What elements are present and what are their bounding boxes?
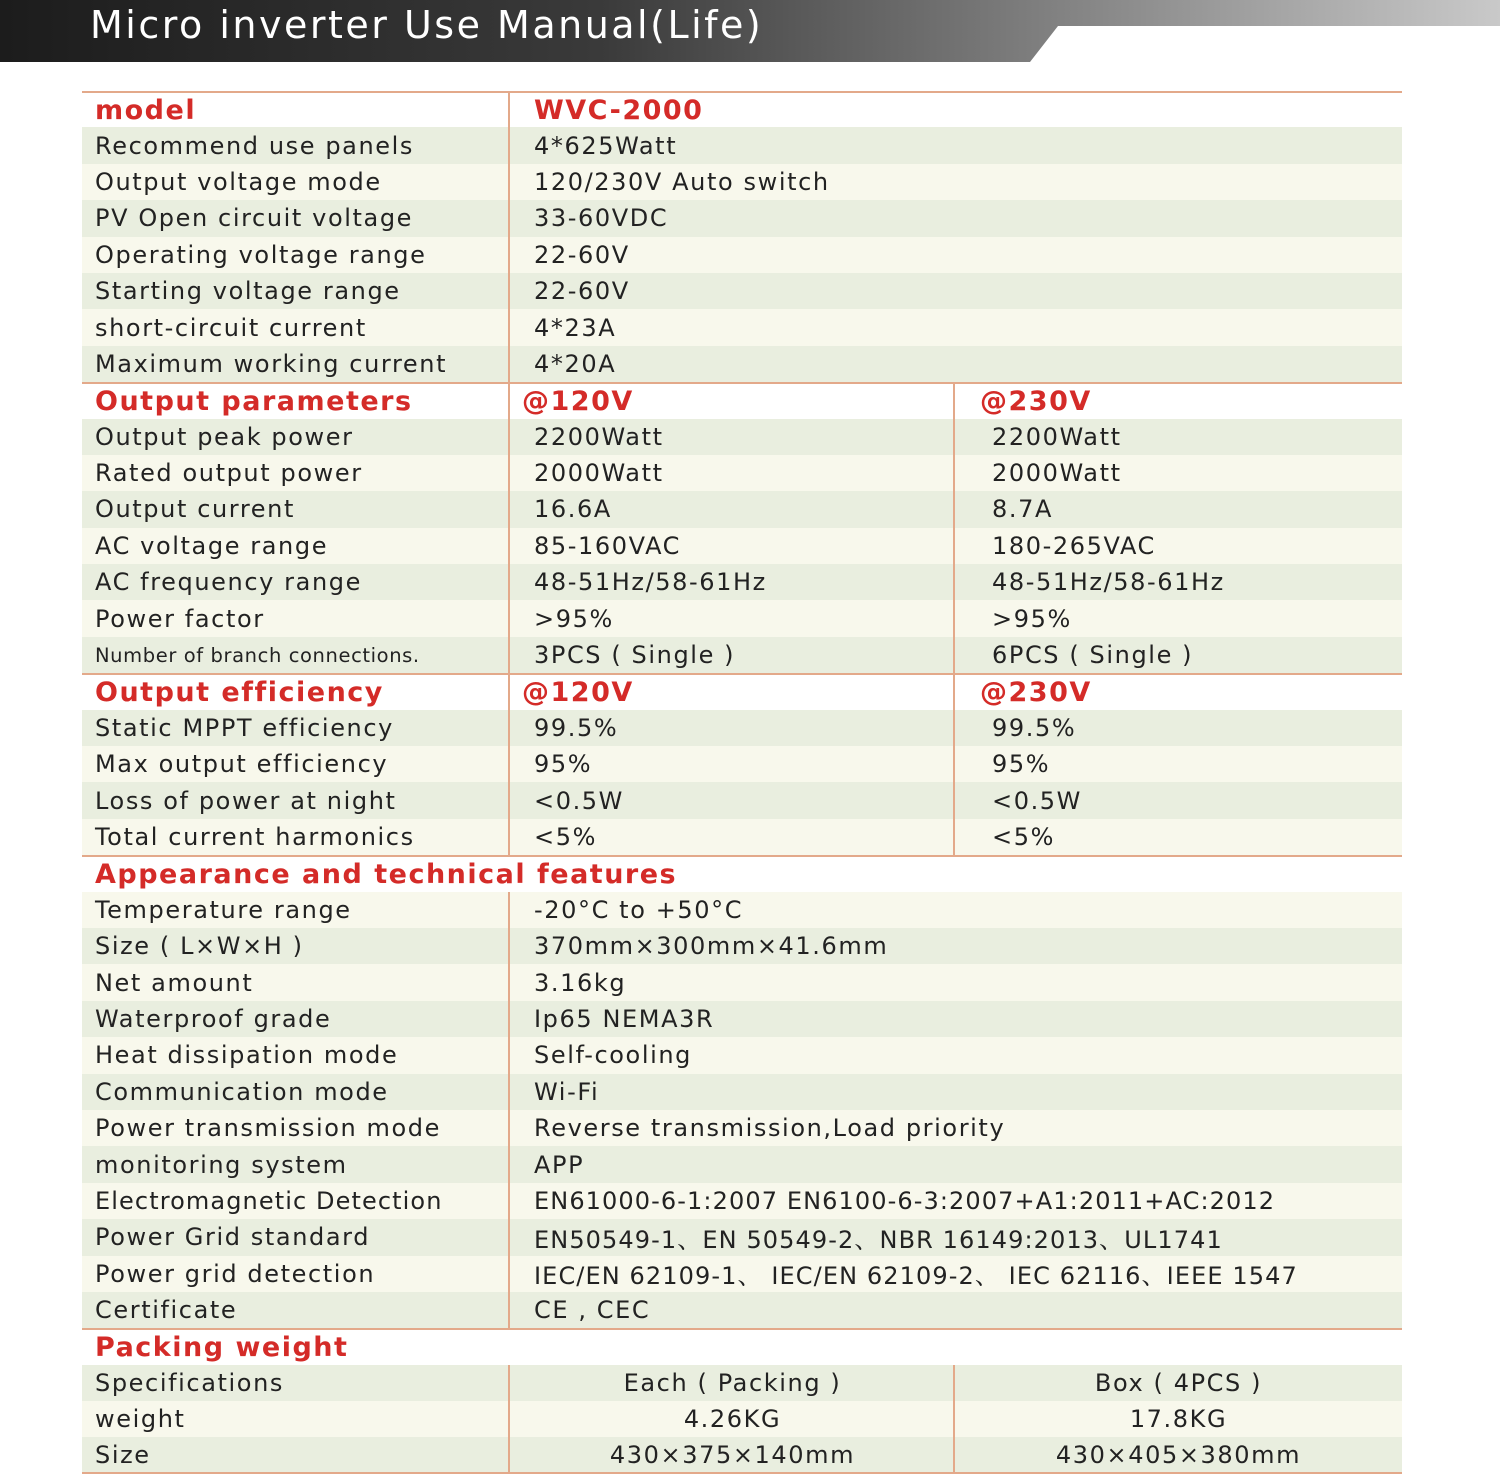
column-divider bbox=[508, 127, 510, 163]
spec-row-output-voltage-mode bbox=[82, 164, 1402, 200]
column-divider bbox=[508, 491, 510, 527]
column-divider bbox=[953, 419, 955, 455]
spec-row-short-circuit-current bbox=[82, 309, 1402, 345]
column-divider bbox=[953, 600, 955, 636]
spec-value: Ip65 NEMA3R bbox=[534, 1004, 715, 1033]
spec-row-packing-size bbox=[82, 1437, 1402, 1473]
column-divider bbox=[508, 346, 510, 382]
spec-label: Power Grid standard bbox=[95, 1223, 371, 1252]
page-title: Micro inverter Use Manual(Life) bbox=[90, 3, 764, 47]
spec-label: Communication mode bbox=[95, 1077, 389, 1106]
spec-value-230v: >95% bbox=[992, 604, 1072, 633]
column-divider bbox=[508, 928, 510, 964]
spec-label: short-circuit current bbox=[95, 313, 367, 342]
spec-value: Wi-Fi bbox=[534, 1077, 600, 1106]
spec-value-120v: 95% bbox=[534, 750, 593, 779]
spec-label: AC voltage range bbox=[95, 531, 329, 560]
output-efficiency-header-row bbox=[82, 673, 1402, 709]
spec-value-230v: <5% bbox=[992, 823, 1055, 851]
section-heading-packing-weight: Packing weight bbox=[95, 1331, 349, 1363]
spec-row-temperature-range bbox=[82, 892, 1402, 928]
column-divider bbox=[953, 819, 955, 855]
spec-row-number-of-branch-connections bbox=[82, 637, 1402, 673]
spec-label: Size ( L×W×H ) bbox=[95, 932, 304, 961]
spec-row-ac-frequency-range bbox=[82, 564, 1402, 600]
spec-value-230v: 95% bbox=[992, 750, 1051, 779]
column-divider bbox=[508, 564, 510, 600]
spec-value: 120/230V Auto switch bbox=[534, 167, 830, 196]
output-parameters-header-row bbox=[82, 382, 1402, 418]
column-divider bbox=[953, 384, 955, 418]
spec-value-120v: 99.5% bbox=[534, 713, 619, 742]
spec-row-operating-voltage-range bbox=[82, 237, 1402, 273]
column-divider bbox=[953, 564, 955, 600]
spec-label: Waterproof grade bbox=[95, 1004, 332, 1033]
spec-row-output-peak-power bbox=[82, 419, 1402, 455]
spec-row-total-current-harmonics bbox=[82, 819, 1402, 855]
spec-row-starting-voltage-range bbox=[82, 273, 1402, 309]
column-divider bbox=[508, 1183, 510, 1219]
spec-row-loss-of-power-at-night bbox=[82, 782, 1402, 818]
spec-value: CE , CEC bbox=[534, 1296, 651, 1325]
spec-value: 4*23A bbox=[534, 313, 617, 342]
column-divider bbox=[508, 637, 510, 673]
spec-row-output-current bbox=[82, 491, 1402, 527]
column-divider bbox=[508, 1219, 510, 1255]
spec-value-230v: 2200Watt bbox=[992, 422, 1122, 451]
spec-row-communication-mode bbox=[82, 1074, 1402, 1110]
model-header-row bbox=[82, 91, 1402, 127]
column-divider bbox=[508, 1001, 510, 1037]
spec-value-230v: 180-265VAC bbox=[992, 531, 1156, 560]
packing-box-value: Box ( 4PCS ) bbox=[1094, 1368, 1263, 1397]
column-divider bbox=[953, 491, 955, 527]
spec-label: Rated output power bbox=[95, 459, 363, 488]
spec-value-120v: 48-51Hz/58-61Hz bbox=[534, 568, 767, 597]
spec-row-maximum-working-current bbox=[82, 346, 1402, 382]
spec-value-230v: 8.7A bbox=[992, 495, 1053, 524]
column-divider bbox=[508, 600, 510, 636]
spec-row-net-amount bbox=[82, 964, 1402, 1000]
spec-row-weight bbox=[82, 1401, 1402, 1437]
spec-label: weight bbox=[95, 1405, 186, 1434]
spec-label: PV Open circuit voltage bbox=[95, 204, 414, 233]
section-heading-model: model bbox=[95, 94, 197, 126]
column-heading-230v: @230V bbox=[980, 676, 1092, 708]
spec-value-120v: <5% bbox=[534, 823, 597, 851]
column-divider bbox=[953, 746, 955, 782]
spec-row-pv-open-circuit-voltage bbox=[82, 200, 1402, 236]
column-divider bbox=[508, 309, 510, 345]
column-heading-230v: @230V bbox=[980, 385, 1092, 417]
column-divider bbox=[508, 273, 510, 309]
spec-value-120v: 85-160VAC bbox=[534, 531, 682, 560]
column-divider bbox=[508, 1292, 510, 1328]
spec-value: Self-cooling bbox=[534, 1041, 693, 1070]
spec-value-120v: >95% bbox=[534, 604, 614, 633]
column-divider bbox=[508, 164, 510, 200]
spec-row-ac-voltage-range bbox=[82, 528, 1402, 564]
spec-value-120v: 16.6A bbox=[534, 495, 612, 524]
spec-value: 370mm×300mm×41.6mm bbox=[534, 932, 889, 961]
spec-value: -20°C to +50°C bbox=[534, 895, 744, 924]
spec-value-230v: 6PCS ( Single ) bbox=[992, 641, 1194, 670]
column-divider bbox=[508, 455, 510, 491]
spec-row-rated-output-power bbox=[82, 455, 1402, 491]
spec-label: Starting voltage range bbox=[95, 277, 401, 306]
packing-each-value: 4.26KG bbox=[683, 1405, 782, 1434]
spec-value-230v: 48-51Hz/58-61Hz bbox=[992, 568, 1225, 597]
column-divider bbox=[508, 675, 510, 709]
column-heading-120v: @120V bbox=[522, 676, 634, 708]
spec-value: 4*20A bbox=[534, 349, 617, 378]
spec-label: Power transmission mode bbox=[95, 1114, 441, 1143]
column-divider bbox=[508, 782, 510, 818]
spec-label: Electromagnetic Detection bbox=[95, 1186, 443, 1215]
spec-value-120v: 2200Watt bbox=[534, 422, 664, 451]
spec-row-monitoring-system bbox=[82, 1146, 1402, 1182]
spec-row-electromagnetic-detection bbox=[82, 1183, 1402, 1219]
spec-table bbox=[82, 91, 1402, 1474]
column-divider bbox=[508, 1146, 510, 1182]
spec-label: Power factor bbox=[95, 604, 265, 633]
column-divider bbox=[508, 964, 510, 1000]
column-divider bbox=[953, 528, 955, 564]
column-heading-120v: @120V bbox=[522, 385, 634, 417]
column-divider bbox=[508, 710, 510, 746]
column-divider bbox=[508, 819, 510, 855]
spec-row-recommend-use-panels bbox=[82, 127, 1402, 163]
spec-value-230v: 99.5% bbox=[992, 713, 1077, 742]
model-value: WVC-2000 bbox=[534, 94, 704, 126]
column-divider bbox=[953, 637, 955, 673]
column-divider bbox=[508, 93, 510, 127]
column-divider bbox=[508, 1037, 510, 1073]
column-divider bbox=[953, 710, 955, 746]
spec-label: Max output efficiency bbox=[95, 750, 389, 779]
column-divider bbox=[508, 1256, 510, 1292]
section-heading-output-parameters: Output parameters bbox=[95, 385, 413, 417]
spec-row-power-transmission-mode bbox=[82, 1110, 1402, 1146]
spec-value: 3.16kg bbox=[534, 968, 627, 997]
column-divider bbox=[953, 782, 955, 818]
packing-header-row bbox=[82, 1328, 1402, 1364]
spec-label: Heat dissipation mode bbox=[95, 1041, 399, 1070]
spec-value: 4*625Watt bbox=[534, 131, 678, 160]
spec-label: monitoring system bbox=[95, 1150, 348, 1179]
packing-each-value: Each ( Packing ) bbox=[623, 1368, 842, 1397]
spec-label: Maximum working current bbox=[95, 349, 448, 378]
spec-label: Static MPPT efficiency bbox=[95, 713, 394, 742]
spec-label: Temperature range bbox=[95, 895, 352, 924]
column-divider bbox=[508, 237, 510, 273]
spec-label: Operating voltage range bbox=[95, 240, 427, 269]
spec-row-heat-dissipation-mode bbox=[82, 1037, 1402, 1073]
spec-label: Certificate bbox=[95, 1296, 238, 1325]
spec-label: Number of branch connections. bbox=[95, 643, 420, 667]
spec-value: EN50549-1、EN 50549-2、NBR 16149:2013、UL1741 bbox=[534, 1225, 1223, 1254]
spec-row-power-factor bbox=[82, 600, 1402, 636]
spec-label: Recommend use panels bbox=[95, 131, 415, 160]
spec-value: EN61000-6-1:2007 EN6100-6-3:2007+A1:2011+AC:2012 bbox=[534, 1186, 1276, 1215]
spec-value-230v: <0.5W bbox=[992, 786, 1083, 815]
spec-row-waterproof-grade bbox=[82, 1001, 1402, 1037]
packing-box-value: 430×405×380mm bbox=[1055, 1440, 1302, 1469]
spec-row-power-grid-detection bbox=[82, 1256, 1402, 1292]
spec-row-static-mppt-efficiency bbox=[82, 710, 1402, 746]
spec-value-230v: 2000Watt bbox=[992, 459, 1122, 488]
column-divider bbox=[508, 200, 510, 236]
spec-label: Specifications bbox=[95, 1368, 284, 1397]
spec-value: 22-60V bbox=[534, 240, 630, 269]
spec-label: Loss of power at night bbox=[95, 786, 397, 815]
spec-label: Output peak power bbox=[95, 422, 354, 451]
column-divider bbox=[508, 384, 510, 418]
section-heading-appearance: Appearance and technical features bbox=[95, 858, 678, 890]
column-divider bbox=[508, 746, 510, 782]
packing-box-value: 17.8KG bbox=[1129, 1405, 1228, 1434]
spec-label: Output voltage mode bbox=[95, 167, 382, 196]
appearance-header-row bbox=[82, 855, 1402, 891]
spec-row-max-output-efficiency bbox=[82, 746, 1402, 782]
spec-value-120v: 2000Watt bbox=[534, 459, 664, 488]
spec-label: Net amount bbox=[95, 968, 254, 997]
spec-label: AC frequency range bbox=[95, 568, 362, 597]
spec-value: Reverse transmission,Load priority bbox=[534, 1114, 1006, 1143]
column-divider bbox=[953, 455, 955, 491]
spec-label: Total current harmonics bbox=[95, 823, 415, 851]
column-divider bbox=[508, 1074, 510, 1110]
spec-label: Power grid detection bbox=[95, 1259, 376, 1288]
spec-value: 33-60VDC bbox=[534, 204, 669, 233]
spec-value: 22-60V bbox=[534, 277, 630, 306]
column-divider bbox=[953, 675, 955, 709]
section-heading-output-efficiency: Output efficiency bbox=[95, 676, 384, 708]
spec-value-120v: <0.5W bbox=[534, 786, 625, 815]
spec-row-certificate bbox=[82, 1292, 1402, 1328]
column-divider bbox=[508, 1110, 510, 1146]
spec-label: Output current bbox=[95, 495, 295, 524]
spec-value: IEC/EN 62109-1、 IEC/EN 62109-2、 IEC 62116、IEEE 1547 bbox=[534, 1262, 1298, 1291]
spec-row-specifications bbox=[82, 1365, 1402, 1401]
column-divider bbox=[508, 419, 510, 455]
column-divider bbox=[508, 528, 510, 564]
spec-row-power-grid-standard bbox=[82, 1219, 1402, 1255]
spec-value: APP bbox=[534, 1150, 585, 1179]
spec-label: Size bbox=[95, 1440, 151, 1469]
spec-value-120v: 3PCS ( Single ) bbox=[534, 641, 736, 670]
spec-row-size bbox=[82, 928, 1402, 964]
packing-each-value: 430×375×140mm bbox=[609, 1440, 856, 1469]
column-divider bbox=[508, 892, 510, 928]
